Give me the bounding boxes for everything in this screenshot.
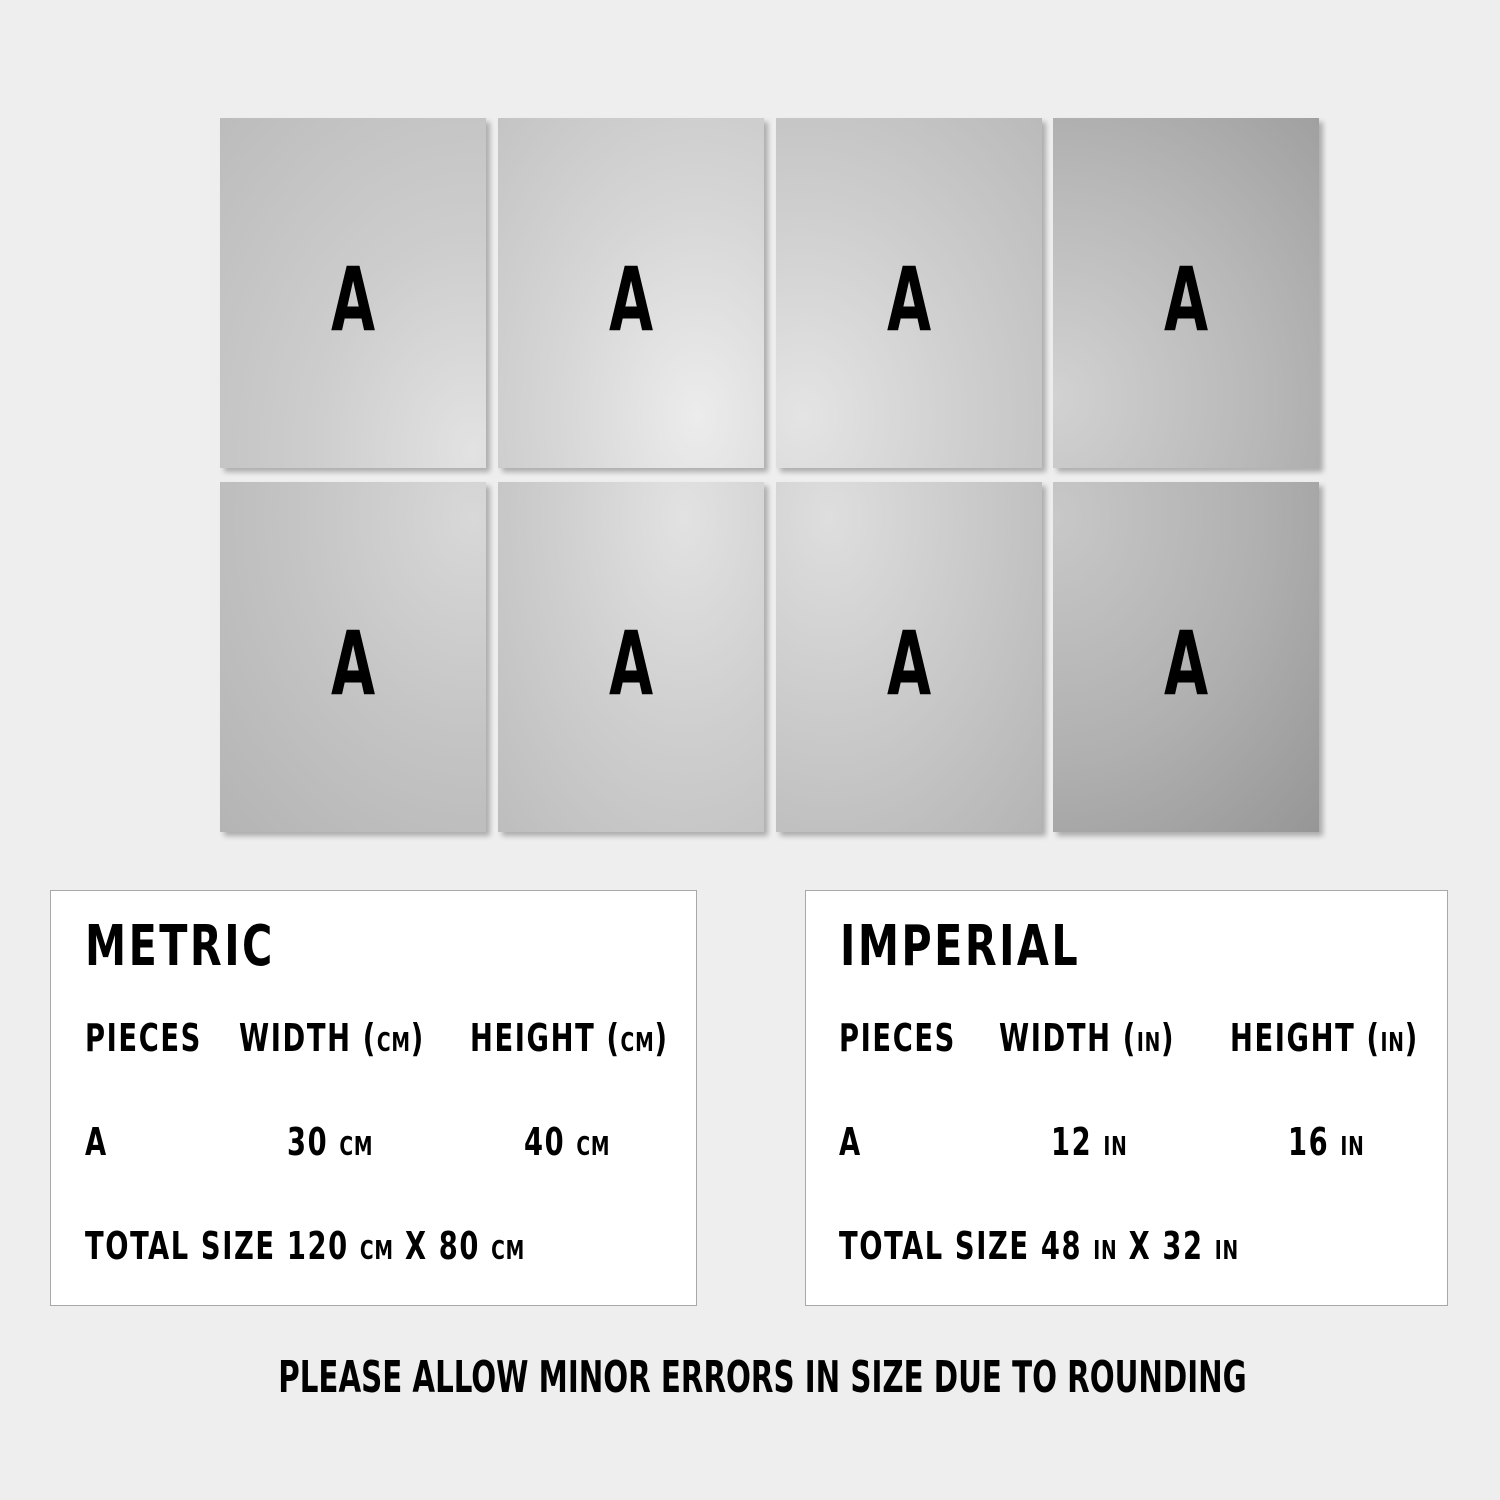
total-width-unit: IN bbox=[1093, 1236, 1118, 1266]
total-label: TOTAL SIZE bbox=[85, 1224, 276, 1268]
total-separator: X bbox=[1128, 1224, 1152, 1268]
height-header-close: ) bbox=[1404, 1016, 1419, 1060]
height-unit: IN bbox=[1340, 1132, 1365, 1162]
total-width-unit: CM bbox=[359, 1236, 394, 1266]
panel-letter: A bbox=[886, 248, 932, 351]
height-header-close: ) bbox=[654, 1016, 669, 1060]
panel-letter: A bbox=[1163, 612, 1209, 715]
height-header-label: HEIGHT ( bbox=[1230, 1016, 1381, 1060]
panel bbox=[776, 482, 1042, 832]
width-value: 12 bbox=[1051, 1120, 1093, 1164]
total-size bbox=[839, 1224, 1239, 1268]
height-header bbox=[1230, 1016, 1419, 1060]
metric-title: METRIC bbox=[85, 914, 275, 979]
width-cell bbox=[1051, 1120, 1128, 1164]
piece-cell: A bbox=[839, 1120, 862, 1164]
panel bbox=[220, 482, 486, 832]
imperial-title: IMPERIAL bbox=[840, 914, 1081, 979]
total-separator: X bbox=[404, 1224, 428, 1268]
panel-letter: A bbox=[608, 248, 654, 351]
panel bbox=[1053, 482, 1319, 832]
total-size bbox=[85, 1224, 526, 1268]
panel bbox=[776, 118, 1042, 468]
panel bbox=[498, 482, 764, 832]
width-cell bbox=[287, 1120, 374, 1164]
width-header bbox=[999, 1016, 1176, 1060]
pieces-header: PIECES bbox=[85, 1016, 202, 1060]
panel bbox=[498, 118, 764, 468]
total-width: 120 bbox=[286, 1224, 349, 1268]
height-header-unit: IN bbox=[1380, 1028, 1405, 1058]
panel bbox=[220, 118, 486, 468]
height-header bbox=[470, 1016, 669, 1060]
metric-size-box bbox=[50, 890, 697, 1306]
width-header-label: WIDTH ( bbox=[999, 1016, 1137, 1060]
rounding-disclaimer: PLEASE ALLOW MINOR ERRORS IN SIZE DUE TO ROUNDING bbox=[278, 1352, 1247, 1403]
total-width: 48 bbox=[1040, 1224, 1083, 1268]
height-cell bbox=[524, 1120, 611, 1164]
width-unit: IN bbox=[1103, 1132, 1128, 1162]
pieces-header: PIECES bbox=[839, 1016, 956, 1060]
width-header-close: ) bbox=[1161, 1016, 1176, 1060]
imperial-size-box bbox=[805, 890, 1448, 1306]
width-header-unit: CM bbox=[376, 1028, 411, 1058]
height-unit: CM bbox=[576, 1132, 611, 1162]
width-unit: CM bbox=[339, 1132, 374, 1162]
width-header bbox=[239, 1016, 425, 1060]
total-height-unit: IN bbox=[1214, 1236, 1239, 1266]
height-header-label: HEIGHT ( bbox=[470, 1016, 621, 1060]
panel-letter: A bbox=[1163, 248, 1209, 351]
height-value: 40 bbox=[524, 1120, 566, 1164]
height-value: 16 bbox=[1288, 1120, 1330, 1164]
panel-letter: A bbox=[330, 248, 376, 351]
width-header-unit: IN bbox=[1136, 1028, 1162, 1058]
panel-letter: A bbox=[608, 612, 654, 715]
piece-cell: A bbox=[85, 1120, 108, 1164]
total-height-unit: CM bbox=[491, 1236, 526, 1266]
total-height: 32 bbox=[1162, 1224, 1204, 1268]
height-header-unit: CM bbox=[620, 1028, 655, 1058]
width-value: 30 bbox=[287, 1120, 329, 1164]
width-header-close: ) bbox=[410, 1016, 425, 1060]
total-height: 80 bbox=[438, 1224, 481, 1268]
height-cell bbox=[1288, 1120, 1365, 1164]
panel bbox=[1053, 118, 1319, 468]
total-label: TOTAL SIZE bbox=[839, 1224, 1030, 1268]
panel-letter: A bbox=[886, 612, 932, 715]
width-header-label: WIDTH ( bbox=[239, 1016, 377, 1060]
panel-letter: A bbox=[330, 612, 376, 715]
